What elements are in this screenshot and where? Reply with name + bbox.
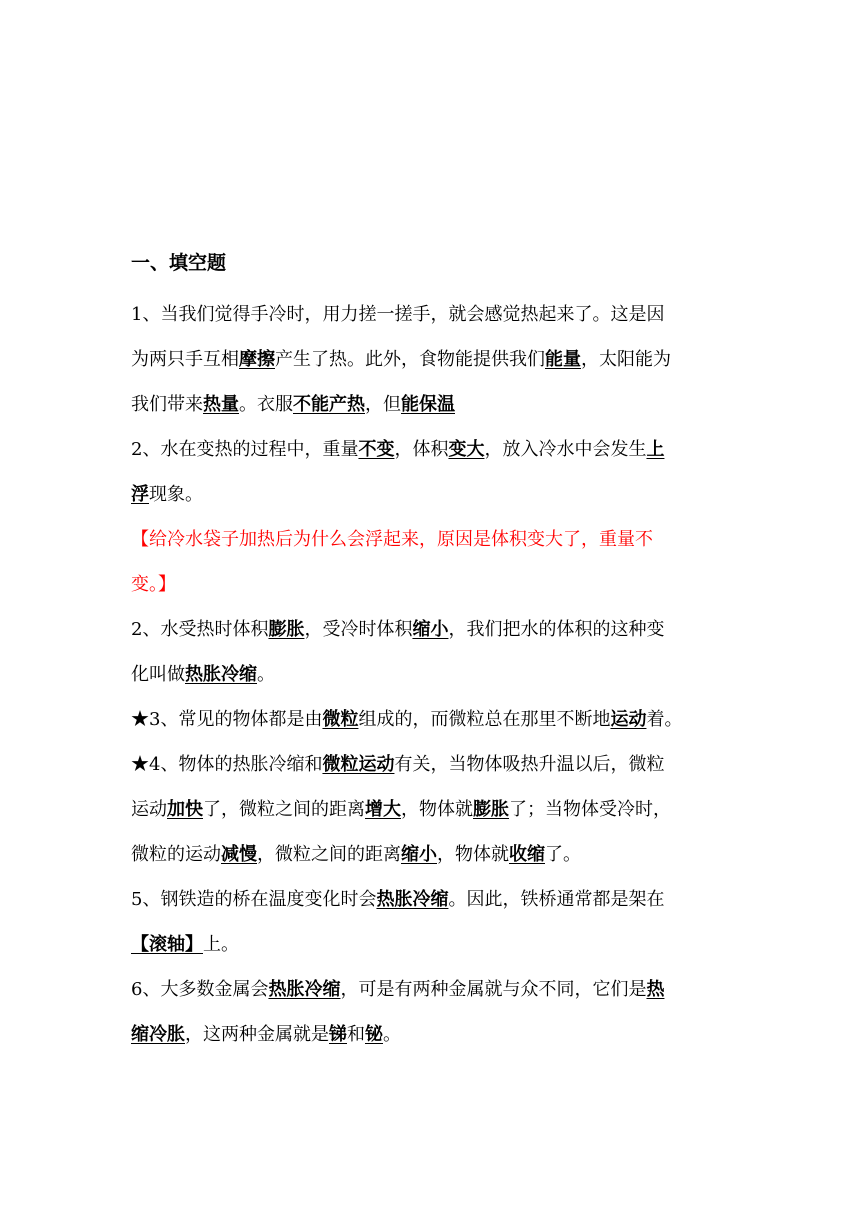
question-3 [131, 697, 731, 742]
text: 上。 [203, 934, 239, 955]
text: 5、钢铁造的桥在温度变化时会 [131, 889, 377, 910]
text: 2、水在变热的过程中，重量 [131, 439, 359, 460]
text: ，但 [365, 394, 401, 415]
text: 微粒的运动 [131, 844, 221, 865]
answer: 能保温 [401, 394, 455, 415]
text: ，微粒之间的距离 [257, 844, 401, 865]
answer: 热胀冷缩 [185, 664, 257, 685]
answer: 不变 [358, 439, 395, 460]
answer: 缩小 [401, 844, 437, 865]
answer: 不能产热 [293, 394, 365, 415]
question-2 [131, 427, 731, 517]
question-1 [131, 292, 731, 427]
answer: 铋 [365, 1024, 383, 1045]
worksheet [131, 248, 731, 1057]
answer: 膨胀 [473, 799, 509, 820]
text: 。衣服 [239, 394, 293, 415]
text: 了，微粒之间的距离 [203, 799, 365, 820]
answer: 能量 [545, 349, 581, 370]
text: ，太阳能为 [581, 349, 671, 370]
answer: 微粒 [322, 709, 359, 730]
question-4 [131, 742, 731, 877]
answer: 热胀冷缩 [268, 979, 341, 1000]
answer: 微粒运动 [322, 754, 395, 775]
answer: 膨胀 [268, 619, 305, 640]
answer: 浮 [131, 484, 149, 505]
answer: 增大 [365, 799, 401, 820]
text: ★4、物体的热胀冷缩和 [131, 754, 323, 775]
text: 。因此，铁桥通常都是架在 [448, 889, 665, 910]
answer: 减慢 [221, 844, 257, 865]
question-5 [131, 877, 731, 967]
text: 。 [383, 1024, 401, 1045]
text: ，我们把水的体积的这种变 [448, 619, 665, 640]
text: 着。 [646, 709, 683, 730]
text: 6、大多数金属会 [131, 979, 269, 1000]
text: 和 [347, 1024, 365, 1045]
question-6 [131, 967, 731, 1057]
text: ，物体就 [437, 844, 509, 865]
note-line: 【给冷水袋子加热后为什么会浮起来，原因是体积变大了，重量不 [131, 529, 653, 550]
text: 产生了热。此外，食物能提供我们 [275, 349, 545, 370]
text: 1、当我们觉得手冷时，用力搓一搓手，就会感觉热起来了。这是因 [131, 304, 665, 325]
answer: 热量 [203, 394, 239, 415]
answer: 热 [646, 979, 665, 1000]
answer: 缩冷胀 [131, 1024, 185, 1045]
section-heading: 一、填空题 [131, 252, 227, 274]
text: 2、水受热时体积 [131, 619, 269, 640]
text: 为两只手互相 [131, 349, 239, 370]
answer: 缩小 [412, 619, 449, 640]
answer: 上 [646, 439, 665, 460]
answer: 【滚轴】 [131, 934, 203, 955]
text: 。 [257, 664, 275, 685]
question-2b [131, 607, 731, 697]
text: ★3、常见的物体都是由 [131, 709, 323, 730]
note-line: 变。】 [131, 574, 176, 595]
text: ，可是有两种金属就与众不同，它们是 [340, 979, 647, 1000]
text: ，受冷时体积 [304, 619, 413, 640]
text: 现象。 [149, 484, 203, 505]
text: ，体积 [394, 439, 449, 460]
note-red [131, 517, 731, 607]
text: 了；当物体受冷时， [509, 799, 671, 820]
text: 了。 [545, 844, 581, 865]
answer: 摩擦 [239, 349, 275, 370]
answer: 运动 [610, 709, 647, 730]
text: 组成的，而微粒总在那里不断地 [358, 709, 611, 730]
text: 化叫做 [131, 664, 185, 685]
text: ，物体就 [401, 799, 473, 820]
text: ，这两种金属就是 [185, 1024, 329, 1045]
text: 运动 [131, 799, 167, 820]
answer: 收缩 [509, 844, 545, 865]
answer: 加快 [167, 799, 203, 820]
text: 有关，当物体吸热升温以后，微粒 [394, 754, 665, 775]
answer: 变大 [448, 439, 485, 460]
text: ，放入冷水中会发生 [484, 439, 647, 460]
answer: 热胀冷缩 [376, 889, 449, 910]
text: 我们带来 [131, 394, 203, 415]
answer: 锑 [329, 1024, 347, 1045]
